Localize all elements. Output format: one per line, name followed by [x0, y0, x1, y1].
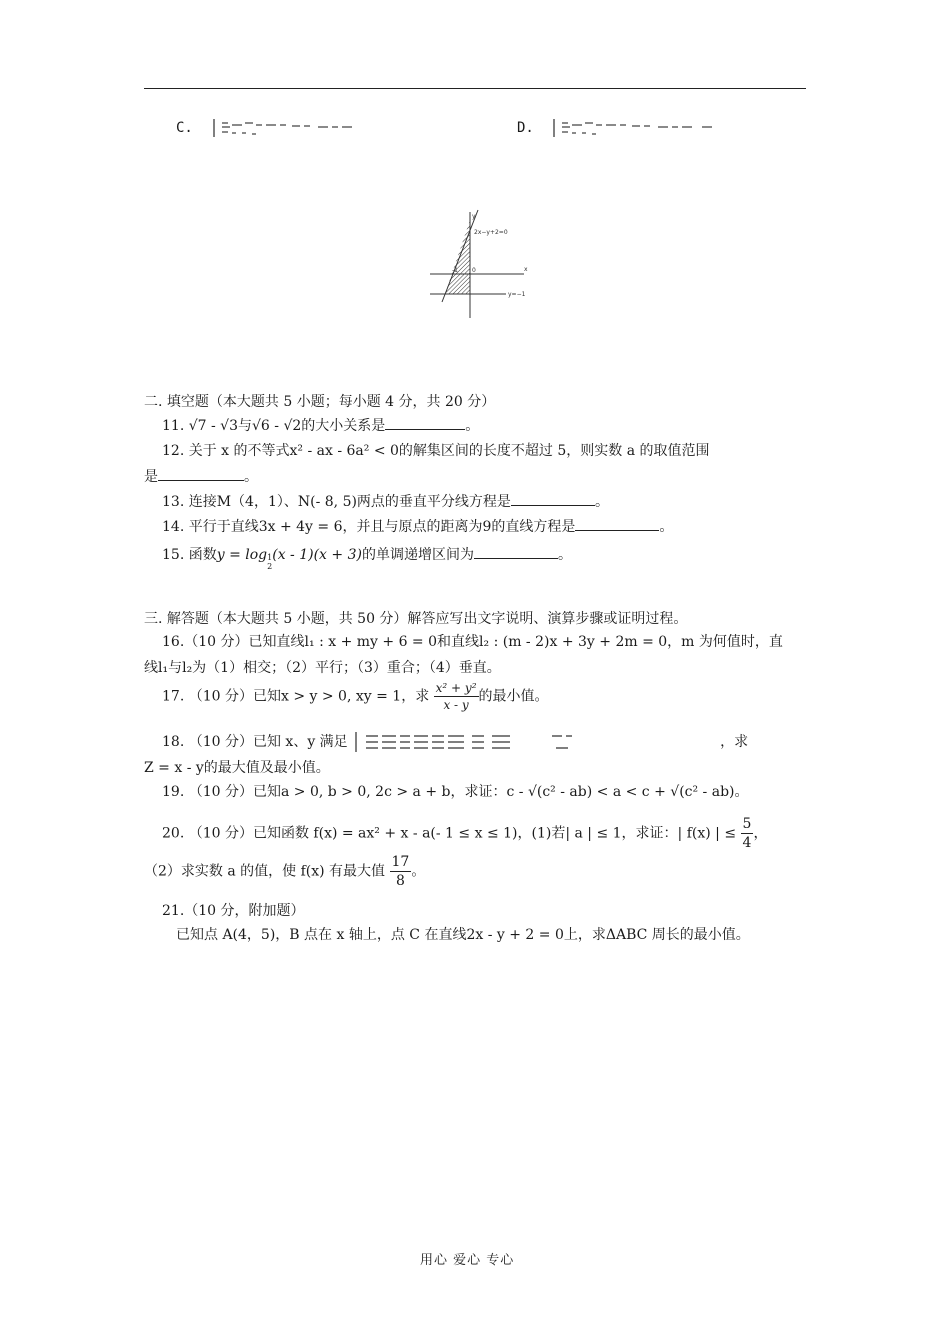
origin-label: 0: [472, 267, 476, 274]
option-d-label: D.: [517, 120, 534, 136]
q15-formula: y = log: [216, 547, 268, 563]
question-21-line1: 21.（10 分，附加题）: [162, 903, 305, 919]
q17-text-b: 的最小值。: [478, 688, 549, 705]
header-rule: [144, 88, 806, 89]
q13-number: 13.: [162, 494, 185, 510]
q11-end: 。: [465, 418, 480, 434]
q12-number: 12.: [162, 443, 185, 459]
q11-blank: [385, 415, 465, 430]
q17-text-a: 17. （10 分）已知x > y > 0, xy = 1，求: [162, 688, 430, 705]
q13-text: 连接M（4，1）、N(- 8, 5)两点的垂直平分线方程是: [188, 494, 511, 510]
q13-end: 。: [594, 494, 609, 510]
question-16-line1: 16.（10 分）已知直线l₁ : x + my + 6 = 0和直线l₂ : (m - 2)x + 3y + 2m = 0，m 为何值时，直: [162, 634, 783, 650]
question-13: [162, 491, 609, 511]
question-19: 19. （10 分）已知a > 0, b > 0, 2c > a + b，求证：c - √(c² - ab) < a < c + √(c² - ab)。: [162, 784, 749, 800]
q12-end: 。: [244, 469, 258, 485]
q11-text: √7 - √3与√6 - √2的大小关系是: [188, 418, 386, 434]
q17-fraction: [434, 680, 479, 713]
q15-sub: 1: [267, 553, 273, 562]
q13-blank: [511, 491, 595, 506]
q14-number: 14.: [162, 519, 185, 535]
question-20-line2: [144, 853, 425, 890]
shaded-region: [445, 220, 470, 294]
question-12: [162, 440, 710, 460]
region-figure: [424, 208, 532, 320]
q15-text-b: 的单调递增区间为: [361, 547, 474, 563]
q20-frac1-end: ，: [753, 825, 768, 842]
q14-end: 。: [659, 519, 674, 535]
q20-frac2-den: 8: [395, 873, 405, 889]
q18-text-b: ，求: [720, 734, 749, 750]
q17-numerator: x² + y²: [435, 681, 477, 695]
q12-blank: [158, 466, 244, 481]
q15-formula-b: (x - 1)(x + 3): [272, 547, 362, 563]
q20-frac1-num: 5: [742, 816, 752, 832]
q18-system-image: [352, 730, 720, 754]
x-axis-label: x: [524, 266, 528, 273]
line-label: 2x−y+2=0: [474, 229, 508, 236]
q20-line2-a: （2）求实数 a 的值，使 f(x) 有最大值: [144, 863, 386, 880]
q15-number: 15.: [162, 547, 185, 563]
question-20-line1: [162, 815, 767, 852]
option-c-formula-image: [212, 116, 422, 140]
option-d-formula-image: [552, 116, 762, 140]
q20-fraction-1: [741, 815, 754, 852]
line2-label: y=−1: [508, 291, 526, 298]
q14-text: 平行于直线3x + 4y = 6，并且与原点的距离为9的直线方程是: [188, 519, 576, 535]
q20-line1: 20. （10 分）已知函数 f(x) = ax² + x - a(- 1 ≤ x ≤ 1)，(1)若| a | ≤ 1，求证：| f(x) | ≤: [162, 825, 737, 842]
q20-frac1-den: 4: [742, 835, 752, 851]
q20-fraction-2: [390, 853, 412, 890]
q15-end: 。: [557, 547, 572, 563]
q15-blank: [474, 544, 558, 559]
q20-line2-end: 。: [411, 863, 426, 880]
q15-text-a: 函数: [188, 547, 217, 563]
question-15: [162, 544, 572, 571]
question-14: [162, 516, 673, 536]
q17-denominator: x - y: [443, 698, 469, 712]
section3-heading: 三. 解答题（本大题共 5 小题，共 50 分）解答应写出文字说明、演算步骤或证明过程。: [144, 611, 688, 627]
question-18: [162, 730, 748, 754]
option-c-label: C.: [176, 120, 193, 136]
question-16-line2: 线l₁与l₂为（1）相交；（2）平行；（3）重合；（4）垂直。: [144, 660, 501, 676]
question-17: [162, 680, 549, 713]
section2-heading: 二. 填空题（本大题共 5 小题；每小题 4 分，共 20 分）: [144, 394, 496, 410]
q11-number: 11.: [162, 418, 185, 434]
question-21-line2: 已知点 A(4，5)，B 点在 x 轴上，点 C 在直线2x - y + 2 = 0上，求ΔABC 周长的最小值。: [176, 927, 750, 943]
question-18-line2: Z = x - y的最大值及最小值。: [144, 760, 330, 776]
q14-blank: [575, 516, 659, 531]
q15-sub2: 2: [267, 562, 273, 571]
question-12-line2: [144, 466, 258, 486]
q12-text: 关于 x 的不等式x² - ax - 6a² < 0的解集区间的长度不超过 5，则实数 a 的取值范围: [188, 443, 710, 459]
q20-frac2-num: 17: [391, 854, 410, 870]
y-axis-label: y: [472, 213, 476, 220]
question-11: [162, 415, 479, 435]
page-footer: 用心 爱心 专心: [420, 1253, 515, 1268]
q18-text-a: 18. （10 分）已知 x、y 满足: [162, 734, 348, 750]
q12-line2: 是: [144, 469, 158, 485]
neg-one-label: -1: [452, 267, 458, 274]
